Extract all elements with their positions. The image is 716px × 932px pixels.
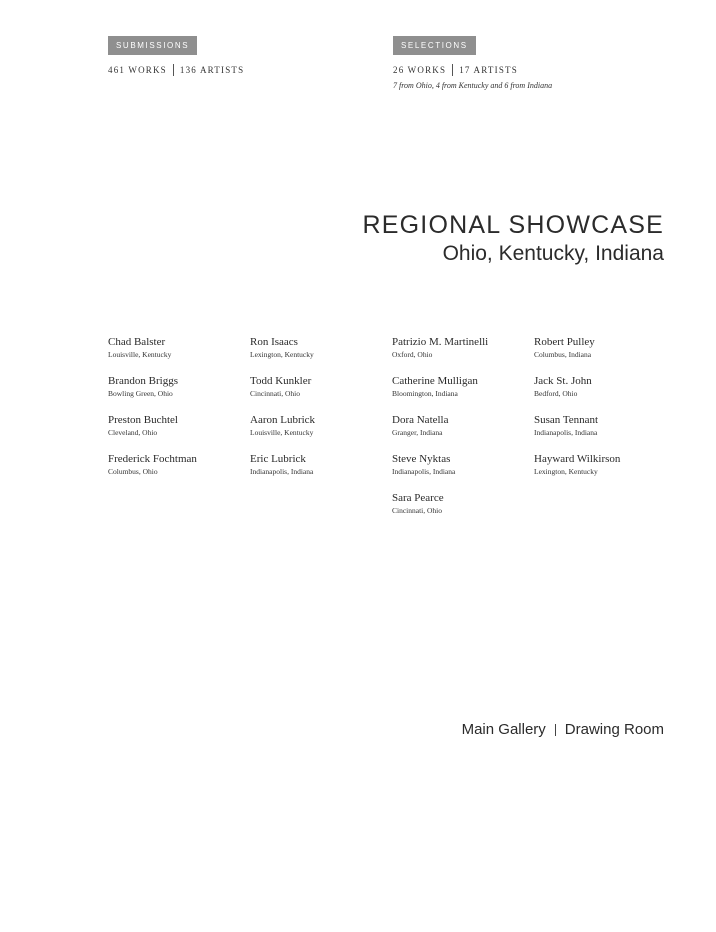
venue-drawing-room: Drawing Room <box>564 721 664 738</box>
selections-artists-count: 17 ARTISTS <box>459 65 518 75</box>
artist-entry <box>534 453 676 492</box>
artist-entry <box>250 375 392 414</box>
artist-name: Ron Isaacs <box>250 336 298 348</box>
artist-name: Eric Lubrick <box>250 453 306 465</box>
submissions-counts <box>108 64 244 76</box>
selections-counts <box>393 64 552 76</box>
artist-column-1 <box>108 336 250 492</box>
counts-divider <box>452 64 453 76</box>
artist-name: Todd Kunkler <box>250 375 312 387</box>
submissions-artists-count: 136 ARTISTS <box>179 65 245 75</box>
artist-entry <box>534 414 676 453</box>
artist-location: Louisville, Kentucky <box>250 428 314 437</box>
artist-name: Catherine Mulligan <box>392 375 478 387</box>
artist-entry <box>250 336 392 375</box>
artist-name: Aaron Lubrick <box>250 414 316 426</box>
artist-name: Brandon Briggs <box>108 375 178 387</box>
artist-location: Indianapolis, Indiana <box>534 428 598 437</box>
artist-location: Indianapolis, Indiana <box>250 467 314 476</box>
artist-entry <box>534 375 676 414</box>
artist-name: Hayward Wilkirson <box>534 453 621 465</box>
artist-column-4 <box>534 336 676 492</box>
artist-entry <box>392 492 534 531</box>
artist-location: Granger, Indiana <box>392 428 443 437</box>
venue-line <box>462 721 664 738</box>
artist-location: Indianapolis, Indiana <box>392 467 456 476</box>
artist-location: Oxford, Ohio <box>392 350 433 359</box>
page-subtitle: Ohio, Kentucky, Indiana <box>442 242 664 265</box>
artist-entry <box>108 414 250 453</box>
submissions-works-count: 461 WORKS <box>108 65 167 75</box>
artist-entry <box>250 414 392 453</box>
artist-name: Dora Natella <box>392 414 449 426</box>
selections-works-count: 26 WORKS <box>393 65 447 75</box>
artist-location: Columbus, Indiana <box>534 350 592 359</box>
artist-location: Cleveland, Ohio <box>108 428 158 437</box>
artist-entry <box>250 453 392 492</box>
headline <box>363 210 664 268</box>
artist-location: Bloomington, Indiana <box>392 389 458 398</box>
counts-divider <box>173 64 174 76</box>
artist-name: Steve Nyktas <box>392 453 451 465</box>
artist-name: Sara Pearce <box>392 492 444 504</box>
artist-entry <box>392 414 534 453</box>
artist-location: Bedford, Ohio <box>534 389 578 398</box>
artist-location: Cincinnati, Ohio <box>392 506 442 515</box>
artist-entry <box>108 336 250 375</box>
artist-name: Robert Pulley <box>534 336 595 348</box>
artist-name: Frederick Fochtman <box>108 453 197 465</box>
artist-name: Chad Balster <box>108 336 166 348</box>
selections-breakdown-note: 7 from Ohio, 4 from Kentucky and 6 from Indiana <box>393 81 553 90</box>
artist-name: Jack St. John <box>534 375 592 387</box>
artist-location: Lexington, Kentucky <box>534 467 598 476</box>
artist-column-3 <box>392 336 534 531</box>
artist-entry <box>392 336 534 375</box>
artist-column-2 <box>250 336 392 492</box>
artist-entry <box>392 453 534 492</box>
selections-tag: SELECTIONS <box>393 36 476 55</box>
artist-entry <box>108 453 250 492</box>
venue-main-gallery: Main Gallery <box>461 721 546 738</box>
artist-name: Patrizio M. Martinelli <box>392 336 489 348</box>
page-title: REGIONAL SHOWCASE <box>362 211 664 239</box>
artist-location: Bowling Green, Ohio <box>108 389 173 398</box>
selections-block <box>393 35 552 90</box>
artist-entry <box>392 375 534 414</box>
artist-location: Louisville, Kentucky <box>108 350 172 359</box>
artist-name: Susan Tennant <box>534 414 599 426</box>
submissions-tag: SUBMISSIONS <box>108 36 197 55</box>
venue-divider <box>555 724 556 736</box>
artist-location: Cincinnati, Ohio <box>250 389 300 398</box>
artist-entry <box>534 336 676 375</box>
submissions-block <box>108 35 244 76</box>
artist-entry <box>108 375 250 414</box>
artist-location: Lexington, Kentucky <box>250 350 314 359</box>
artist-name: Preston Buchtel <box>108 414 178 426</box>
artist-location: Columbus, Ohio <box>108 467 158 476</box>
